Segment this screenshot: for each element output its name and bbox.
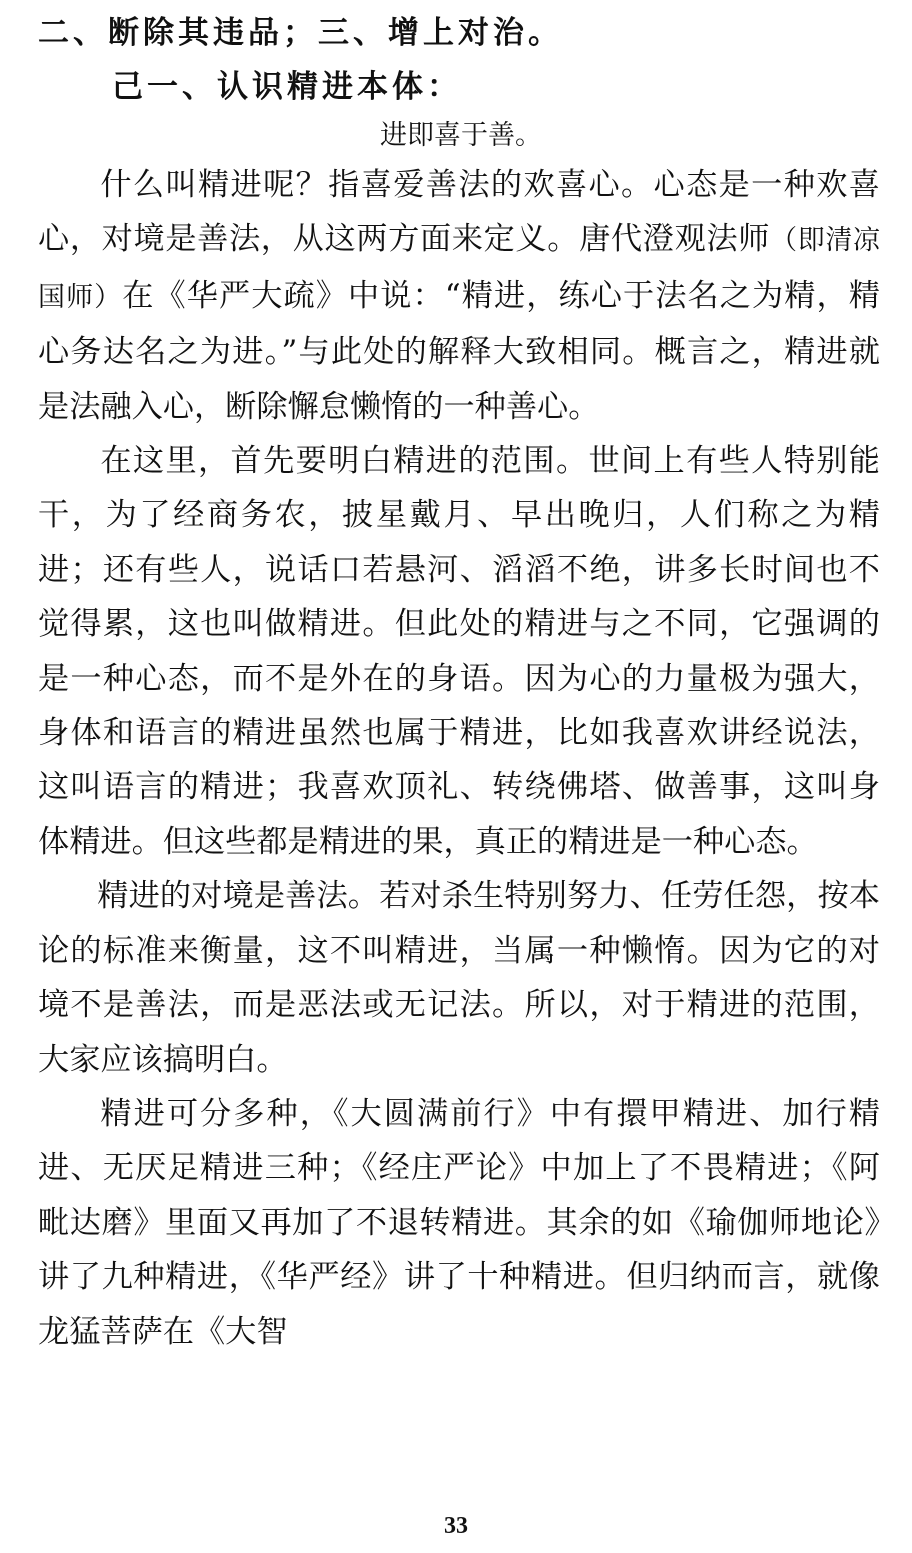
paragraph-2: 在这里，首先要明白精进的范围。世间上有些人特别能干，为了经商务农，披星戴月、早出晚归，人们称之为精进；还有些人，说话口若悬河、滔滔不绝，讲多长时间也不觉得累，这也叫做精进。但此处的精进与之不同，它强调的是一种心态，而不是外在的身语。因为心的力量极为强大，身体和语言的精进虽然也属于精进，比如我喜欢讲经说法，这叫语言的精进；我喜欢顶礼、转绕佛塔、做善事，这叫身体精进。但这些都是精进的果，真正的精进是一种心态。 bbox=[38, 443, 880, 860]
paragraph-1-note: （即清凉国师） bbox=[38, 225, 880, 313]
paragraph-4: 精进可分多种，《大圆满前行》中有擐甲精进、加行精进、无厌足精进三种；《经庄严论》中加上了不畏精进；《阿毗达磨》里面又再加了不退转精进。其余的如《瑜伽师地论》讲了九种精进，《华严经》讲了十种精进。但归纳而言，就像龙猛菩萨在《大智 bbox=[38, 1095, 880, 1350]
section-heading: 二、断除其违品；三、增上对治。 bbox=[38, 15, 563, 51]
body-text bbox=[38, 158, 880, 1359]
subsection-heading: 己一、认识精进本体： bbox=[112, 69, 462, 105]
paragraph-3: 精进的对境是善法。若对杀生特别努力、任劳任怨，按本论的标准来衡量，这不叫精进，当属一种懒惰。因为它的对境不是善法，而是恶法或无记法。所以，对于精进的范围，大家应该搞明白。 bbox=[38, 878, 880, 1078]
paragraph-1-text-a: 什么叫精进呢？指喜爱善法的欢喜心。心态是一种欢喜心，对境是善法，从这两方面来定义。唐代澄观法师 bbox=[38, 167, 880, 258]
root-verse: 进即喜于善。 bbox=[380, 120, 542, 151]
paragraph-1-text-c: 在《华严大疏》中说：“精进，练心于法名之为精，精心务达名之为进。”与此处的解释大致相同。概言之，精进就是法融入心，断除懈怠懒惰的一种善心。 bbox=[38, 277, 880, 425]
page-number: 33 bbox=[444, 1513, 468, 1539]
paragraph-1 bbox=[38, 158, 880, 434]
